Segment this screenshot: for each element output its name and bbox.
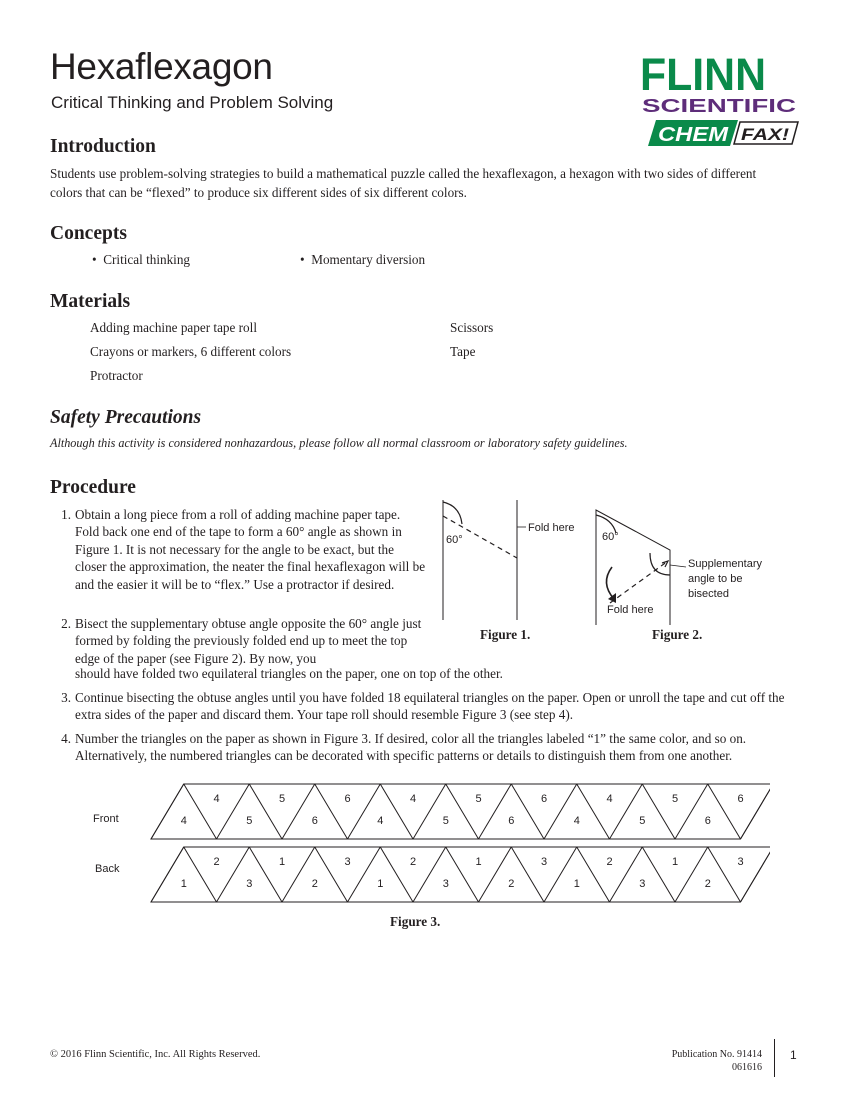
strip-fold-line: [282, 847, 315, 902]
concepts-heading: Concepts: [50, 223, 127, 244]
strip-fold-line: [151, 784, 184, 839]
procedure-step-2-cont: [75, 665, 795, 682]
step-number: 4.: [61, 731, 71, 746]
triangle-number-up: 4: [377, 815, 384, 827]
procedure-heading: Procedure: [50, 477, 136, 498]
page-number: 1: [790, 1048, 797, 1062]
triangle-number-up: 2: [311, 878, 318, 890]
back-strip: [151, 847, 770, 902]
triangle-number-down: 4: [606, 793, 613, 805]
triangle-number-up: 4: [573, 815, 580, 827]
triangle-number-down: 5: [475, 793, 482, 805]
strip-fold-line: [741, 784, 771, 839]
strip-fold-line: [184, 847, 220, 902]
step-text: should have folded two equilateral triangles on the paper, one on top of the other.: [75, 666, 503, 681]
triangle-number-down: 2: [409, 856, 417, 868]
strip-fold-line: [675, 784, 708, 839]
triangle-number-up: 5: [246, 815, 253, 827]
strip-fold-line: [577, 847, 613, 902]
material-item: Scissors: [450, 320, 494, 335]
strip-fold-line: [282, 784, 315, 839]
triangle-number-up: 4: [180, 815, 187, 827]
fig2-angle-label: 60°: [602, 531, 619, 543]
strip-fold-line: [348, 784, 384, 839]
fig2-supp-label-3: bisected: [688, 588, 729, 600]
strip-fold-line: [217, 784, 253, 839]
step-text: Obtain a long piece from a roll of adding machine paper tape. Fold back one end of the tape to form a 60° angle as shown in Figure 1. It is not necessary for the angle to be exact, but the closer the approximation, the neater the final hexaflexagon will be and the easier it will be to “flex.” Use a protractor if desired.: [75, 507, 426, 592]
strip-fold-line: [348, 847, 384, 902]
fig1-fold-label: Fold here: [528, 522, 575, 534]
triangle-number-up: 2: [508, 878, 515, 890]
triangle-number-down: 1: [671, 856, 679, 868]
triangle-number-up: 3: [246, 878, 253, 890]
triangle-number-up: 6: [508, 815, 515, 827]
step-number: 1.: [61, 507, 71, 522]
strip-fold-line: [544, 784, 577, 839]
logo-line1: FLINN: [640, 50, 766, 100]
materials-heading: Materials: [50, 291, 131, 312]
figure-2-caption: Figure 2.: [652, 627, 703, 642]
triangle-number-up: 2: [704, 878, 711, 890]
strip-fold-line: [708, 847, 744, 902]
concept-item: • Critical thinking: [92, 252, 191, 267]
triangle-number-up: 6: [704, 815, 711, 827]
triangle-number-down: 6: [737, 793, 744, 805]
safety-heading: Safety Precautions: [50, 407, 202, 428]
triangle-number-up: 5: [639, 815, 646, 827]
triangle-number-up: 1: [377, 878, 384, 890]
triangle-number-up: 6: [311, 815, 318, 827]
triangle-number-up: 5: [442, 815, 449, 827]
fig3-front-label: Front: [93, 813, 119, 825]
concept-label: Critical thinking: [103, 252, 191, 267]
procedure-step-2: [61, 615, 431, 667]
copyright: © 2016 Flinn Scientific, Inc. All Rights Reserved.: [50, 1049, 261, 1060]
step-number: 2.: [61, 616, 71, 631]
strip-fold-line: [479, 847, 515, 902]
strip-fold-line: [380, 847, 413, 902]
procedure-step-4: [61, 730, 795, 765]
procedure-step-1: [61, 506, 427, 593]
flinn-logo: [638, 50, 800, 150]
step-text: Continue bisecting the obtuse angles until you have folded 18 equilateral triangles on the paper. Open or unroll the tape and cut off the extra sides of the paper and discard them. Your tape roll should resemble Figure 3 (see step 4).: [75, 690, 785, 723]
strip-fold-line: [544, 847, 577, 902]
figure-3-caption: Figure 3.: [390, 914, 441, 929]
triangle-number-down: 6: [344, 793, 351, 805]
strip-fold-line: [184, 784, 220, 839]
strip-fold-line: [249, 784, 282, 839]
material-item: Tape: [450, 344, 476, 359]
strip-fold-line: [577, 784, 613, 839]
strip-fold-line: [315, 784, 351, 839]
logo-badge-right: FAX!: [741, 125, 790, 144]
fig3-back-label: Back: [95, 863, 120, 875]
triangle-number-down: 3: [737, 856, 744, 868]
strip-fold-line: [380, 784, 413, 839]
fig2-supp-label-1: Supplementary: [688, 558, 762, 570]
step-text: Number the triangles on the paper as shown in Figure 3. If desired, color all the triangles labeled “1” the same color, and so on. Alternatively, the numbered triangles can be decorated with specific patterns or details to distinguish them from one another.: [75, 731, 747, 764]
strip-fold-line: [675, 847, 708, 902]
triangle-number-down: 5: [278, 793, 286, 805]
front-strip: [151, 784, 770, 839]
triangle-number-down: 2: [606, 856, 613, 868]
triangle-number-up: 3: [639, 878, 646, 890]
strip-fold-line: [642, 847, 675, 902]
triangle-number-up: 1: [573, 878, 580, 890]
logo-badge-left: CHEM: [658, 124, 730, 146]
material-item: Adding machine paper tape roll: [90, 320, 257, 335]
introduction-text: Students use problem-solving strategies to build a mathematical puzzle called the hexaflexagon, a hexagon with two sides of different colors that can be “flexed” to produce six different sides of six different colors.: [50, 166, 757, 200]
safety-text: Although this activity is considered nonhazardous, please follow all normal classroom or laboratory safety guidelines.: [50, 436, 628, 450]
material-item: Protractor: [90, 368, 143, 383]
strip-fold-line: [610, 847, 646, 902]
triangle-number-down: 3: [344, 856, 351, 868]
procedure-step-3: [61, 689, 795, 724]
strip-fold-line: [151, 847, 184, 902]
triangle-number-down: 2: [213, 856, 220, 868]
publication-info: [640, 1048, 762, 1074]
strip-fold-line: [479, 784, 515, 839]
logo-line2: SCIENTIFIC: [642, 96, 796, 116]
triangle-number-down: 1: [475, 856, 482, 868]
triangle-number-down: 4: [213, 793, 220, 805]
triangle-number-up: 3: [442, 878, 449, 890]
strip-fold-line: [708, 784, 744, 839]
publication-code: 061616: [732, 1062, 762, 1073]
strip-fold-line: [315, 847, 351, 902]
fig2-fold-label: Fold here: [607, 604, 654, 616]
introduction-heading: Introduction: [50, 136, 156, 157]
materials-right-list: [450, 320, 493, 368]
triangle-number-down: 5: [671, 793, 679, 805]
concept-item: • Momentary diversion: [300, 252, 426, 267]
strip-fold-line: [446, 847, 482, 902]
strip-fold-line: [511, 784, 544, 839]
fig2-supp-label-2: angle to be: [688, 573, 743, 585]
strip-fold-line: [511, 847, 544, 902]
figure-1-caption: Figure 1.: [480, 627, 531, 642]
fig1-angle-label: 60°: [446, 534, 463, 546]
strip-fold-line: [413, 784, 446, 839]
strip-fold-line: [413, 847, 446, 902]
triangle-number-down: 3: [540, 856, 548, 868]
strip-fold-line: [249, 847, 282, 902]
figure-2: [590, 505, 780, 625]
page-title: Hexaflexagon: [50, 46, 273, 87]
figure-1: [440, 500, 590, 626]
strip-fold-line: [741, 847, 771, 902]
triangle-number-down: 4: [409, 793, 417, 805]
triangle-number-down: 6: [540, 793, 548, 805]
materials-left-list: [90, 320, 291, 392]
triangle-number-up: 1: [180, 878, 187, 890]
material-item: Crayons or markers, 6 different colors: [90, 344, 292, 359]
step-text: Bisect the supplementary obtuse angle opposite the 60° angle just formed by folding the previously folded end up to meet the top edge of the paper (see Figure 2). By now, you: [75, 616, 422, 666]
triangle-number-down: 1: [278, 856, 286, 868]
page-subtitle: Critical Thinking and Problem Solving: [51, 93, 334, 112]
strip-fold-line: [217, 847, 253, 902]
publication-number: Publication No. 91414: [671, 1049, 762, 1060]
strip-fold-line: [610, 784, 646, 839]
strip-fold-line: [642, 784, 675, 839]
concept-label: Momentary diversion: [311, 252, 426, 267]
strip-fold-line: [446, 784, 482, 839]
figure-3: [80, 780, 770, 910]
step-number: 3.: [61, 690, 71, 705]
footer-divider: [774, 1039, 775, 1077]
